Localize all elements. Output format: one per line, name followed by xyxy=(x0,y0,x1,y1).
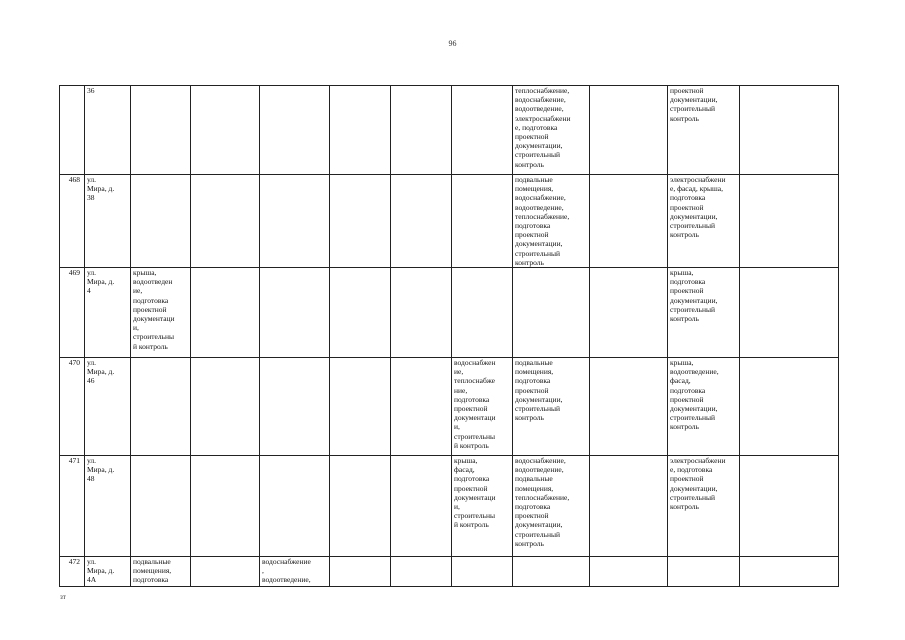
works-cell xyxy=(131,175,191,268)
page-number: 96 xyxy=(448,39,457,48)
works-cell: проектной документации, строительный контроль xyxy=(668,86,740,175)
works-table-container xyxy=(59,85,839,587)
works-cell xyxy=(330,456,391,557)
works-cell xyxy=(740,86,839,175)
row-number-cell: 469 xyxy=(60,268,85,358)
works-cell xyxy=(330,268,391,358)
address-cell: ул. Мира, д. 46 xyxy=(85,358,131,456)
row-number-cell: 468 xyxy=(60,175,85,268)
works-cell xyxy=(260,86,330,175)
table-row xyxy=(60,86,839,175)
works-cell xyxy=(513,268,590,358)
row-number-cell xyxy=(60,86,85,175)
works-cell xyxy=(191,557,260,587)
address-cell: ул. Мира, д. 48 xyxy=(85,456,131,557)
works-cell xyxy=(191,86,260,175)
works-cell xyxy=(391,557,452,587)
works-cell xyxy=(740,456,839,557)
footer-mark: зт xyxy=(60,593,66,601)
works-cell xyxy=(391,456,452,557)
works-cell xyxy=(452,268,513,358)
works-cell xyxy=(391,175,452,268)
works-cell xyxy=(260,268,330,358)
works-cell xyxy=(191,175,260,268)
works-cell xyxy=(131,456,191,557)
works-cell xyxy=(452,86,513,175)
works-cell xyxy=(131,358,191,456)
works-cell xyxy=(740,175,839,268)
row-number-cell: 471 xyxy=(60,456,85,557)
works-cell xyxy=(391,268,452,358)
table-row xyxy=(60,456,839,557)
table-row xyxy=(60,358,839,456)
table-row xyxy=(60,175,839,268)
works-cell: подвальные помещения, подготовка xyxy=(131,557,191,587)
works-cell xyxy=(330,86,391,175)
works-cell xyxy=(740,557,839,587)
works-cell xyxy=(191,358,260,456)
works-cell: теплоснабжение, водоснабжение, водоотведение, электроснабжени е, подготовка проектной документации, строительный контроль xyxy=(513,86,590,175)
table-row xyxy=(60,557,839,587)
works-cell xyxy=(740,268,839,358)
row-number-cell: 470 xyxy=(60,358,85,456)
works-cell xyxy=(590,557,668,587)
works-cell xyxy=(191,456,260,557)
address-cell: ул. Мира, д. 4 xyxy=(85,268,131,358)
works-cell: крыша, подготовка проектной документации, строительный контроль xyxy=(668,268,740,358)
works-cell: электроснабжени е, подготовка проектной документации, строительный контроль xyxy=(668,456,740,557)
works-table xyxy=(59,85,839,587)
works-cell xyxy=(391,358,452,456)
works-cell xyxy=(668,557,740,587)
works-cell xyxy=(191,268,260,358)
address-cell: ул. Мира, д. 38 xyxy=(85,175,131,268)
row-number-cell: 472 xyxy=(60,557,85,587)
works-cell xyxy=(513,557,590,587)
works-cell: подвальные помещения, водоснабжение, водоотведение, теплоснабжение, подготовка проектной документации, строительный контроль xyxy=(513,175,590,268)
works-cell: водоснабжен ие, теплоснабже ние, подготовка проектной документаци и, строительны й контроль xyxy=(452,358,513,456)
works-cell xyxy=(260,456,330,557)
works-cell xyxy=(452,557,513,587)
works-cell xyxy=(590,358,668,456)
works-cell xyxy=(590,86,668,175)
works-cell xyxy=(330,557,391,587)
table-body xyxy=(60,86,839,587)
works-cell xyxy=(590,268,668,358)
works-cell xyxy=(590,175,668,268)
works-cell xyxy=(260,175,330,268)
works-cell xyxy=(330,175,391,268)
works-cell xyxy=(452,175,513,268)
works-cell xyxy=(330,358,391,456)
works-cell: крыша, водоотведение, фасад, подготовка проектной документации, строительный контроль xyxy=(668,358,740,456)
works-cell xyxy=(391,86,452,175)
works-cell: подвальные помещения, подготовка проектной документации, строительный контроль xyxy=(513,358,590,456)
table-row xyxy=(60,268,839,358)
works-cell xyxy=(131,86,191,175)
works-cell: крыша, фасад, подготовка проектной документаци и, строительны й контроль xyxy=(452,456,513,557)
address-cell: 36 xyxy=(85,86,131,175)
works-cell: электроснабжени е, фасад, крыша, подготовка проектной документации, строительный контроль xyxy=(668,175,740,268)
works-cell xyxy=(740,358,839,456)
works-cell: крыша, водоотведен ие, подготовка проектной документаци и, строительны й контроль xyxy=(131,268,191,358)
works-cell xyxy=(260,358,330,456)
works-cell: водоснабжение , водоотведение, xyxy=(260,557,330,587)
works-cell xyxy=(590,456,668,557)
works-cell: водоснабжение, водоотведение, подвальные помещения, теплоснабжение, подготовка проектной документации, строительный контроль xyxy=(513,456,590,557)
address-cell: ул. Мира, д. 4А xyxy=(85,557,131,587)
